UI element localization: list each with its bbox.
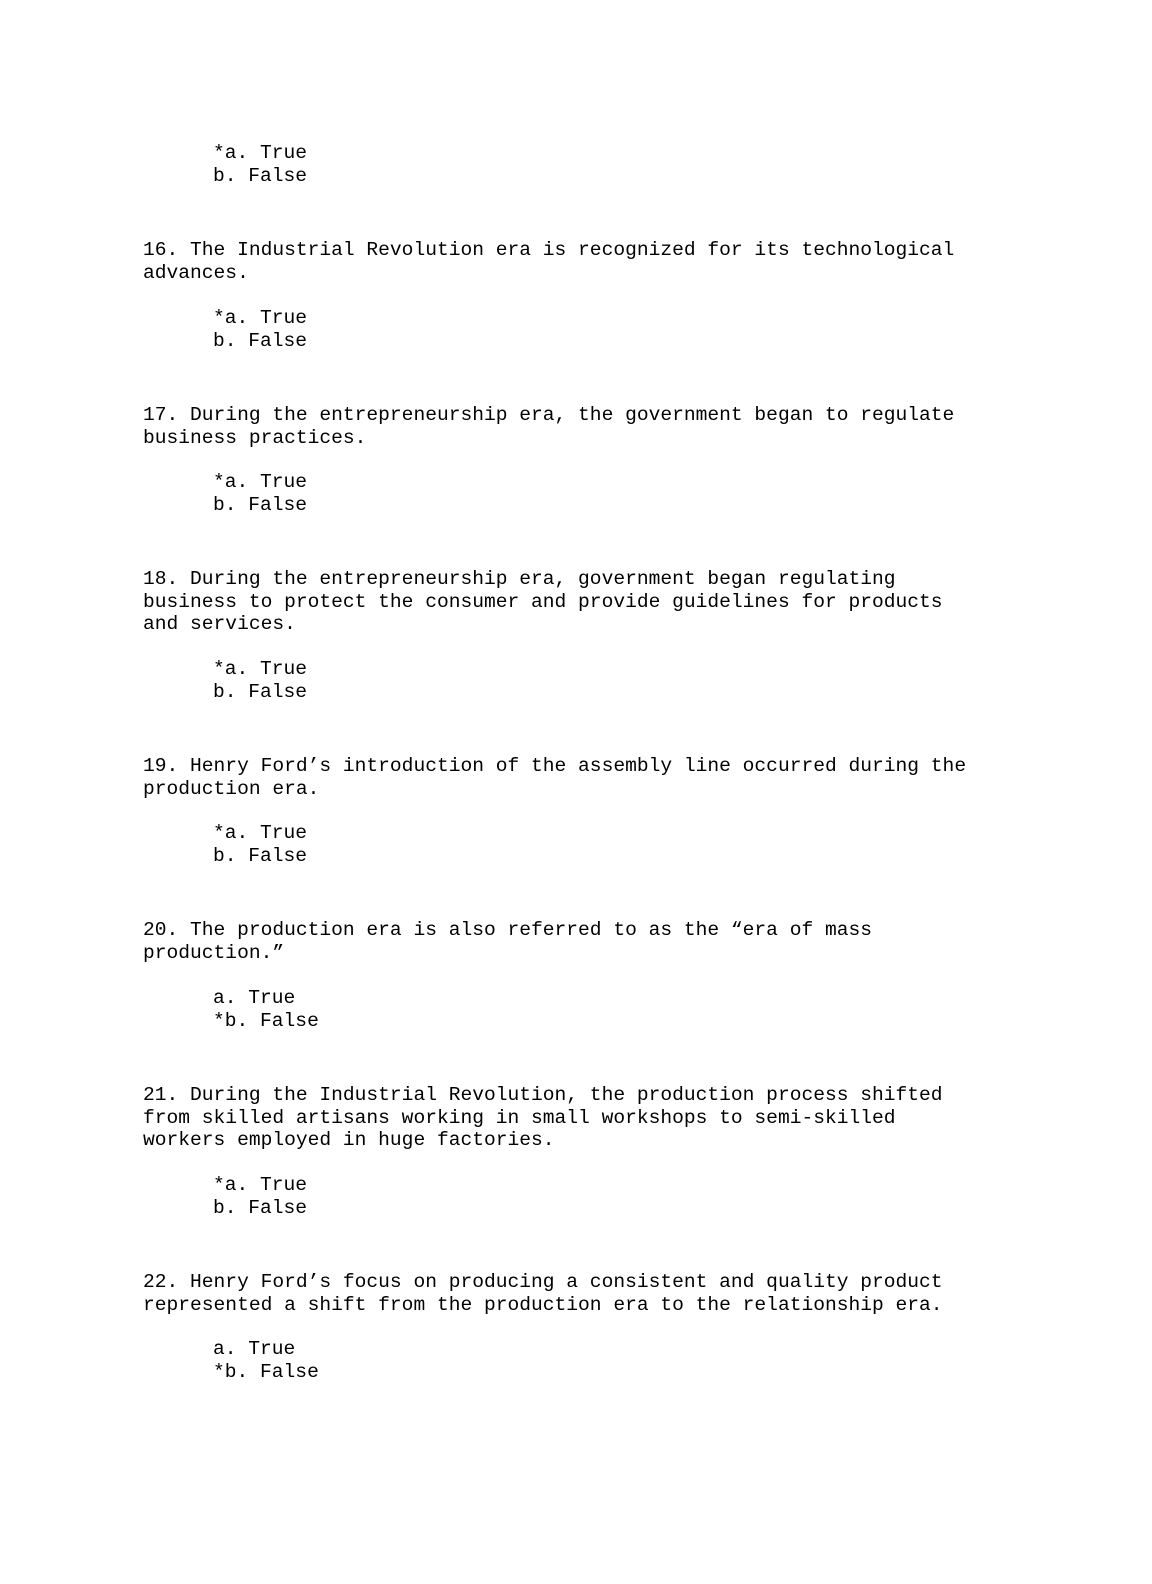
- option: *a. True: [213, 471, 308, 493]
- question-17: [143, 404, 1103, 449]
- option: *a. True: [213, 1174, 308, 1196]
- question-text: workers employed in huge factories.: [143, 1129, 555, 1152]
- question-20: [143, 919, 1103, 964]
- question-18: [143, 568, 1103, 636]
- option: *b. False: [213, 1360, 319, 1383]
- option: *a. True: [213, 142, 308, 164]
- question-text: production era.: [143, 777, 320, 800]
- question-16: [143, 239, 1103, 284]
- options-21: [213, 1174, 613, 1219]
- options-19: [213, 822, 613, 867]
- question-text: advances.: [143, 261, 249, 284]
- option: b. False: [213, 844, 308, 867]
- question-text: 20. The production era is also referred to as the “era of mass: [143, 919, 873, 941]
- options-16: [213, 307, 613, 352]
- option: b. False: [213, 1196, 308, 1219]
- option: b. False: [213, 164, 308, 187]
- option: a. True: [213, 987, 296, 1009]
- option: b. False: [213, 680, 308, 703]
- question-text: 16. The Industrial Revolution era is recognized for its technological: [143, 239, 955, 261]
- options-22: [213, 1338, 613, 1383]
- option: a. True: [213, 1338, 296, 1360]
- options-18: [213, 658, 613, 703]
- question-text: 17. During the entrepreneurship era, the government began to regulate: [143, 404, 955, 426]
- options-20: [213, 987, 613, 1032]
- question-text: business to protect the consumer and provide guidelines for products: [143, 590, 943, 613]
- question-19: [143, 755, 1103, 800]
- question-text: from skilled artisans working in small workshops to semi-skilled: [143, 1106, 896, 1129]
- leading-options: [213, 142, 613, 187]
- question-text: and services.: [143, 613, 296, 636]
- question-text: production.”: [143, 941, 285, 964]
- option: b. False: [213, 329, 308, 352]
- question-21: [143, 1084, 1103, 1152]
- question-text: represented a shift from the production era to the relationship era.: [143, 1293, 943, 1316]
- options-17: [213, 471, 613, 516]
- question-text: 22. Henry Ford’s focus on producing a consistent and quality product: [143, 1271, 943, 1293]
- option: *a. True: [213, 307, 308, 329]
- question-text: 21. During the Industrial Revolution, the production process shifted: [143, 1084, 943, 1106]
- option: b. False: [213, 493, 308, 516]
- option: *b. False: [213, 1009, 319, 1032]
- question-text: 19. Henry Ford’s introduction of the assembly line occurred during the: [143, 755, 967, 777]
- option: *a. True: [213, 658, 308, 680]
- question-text: business practices.: [143, 426, 367, 449]
- question-text: 18. During the entrepreneurship era, government began regulating: [143, 568, 896, 590]
- question-22: [143, 1271, 1103, 1316]
- option: *a. True: [213, 822, 308, 844]
